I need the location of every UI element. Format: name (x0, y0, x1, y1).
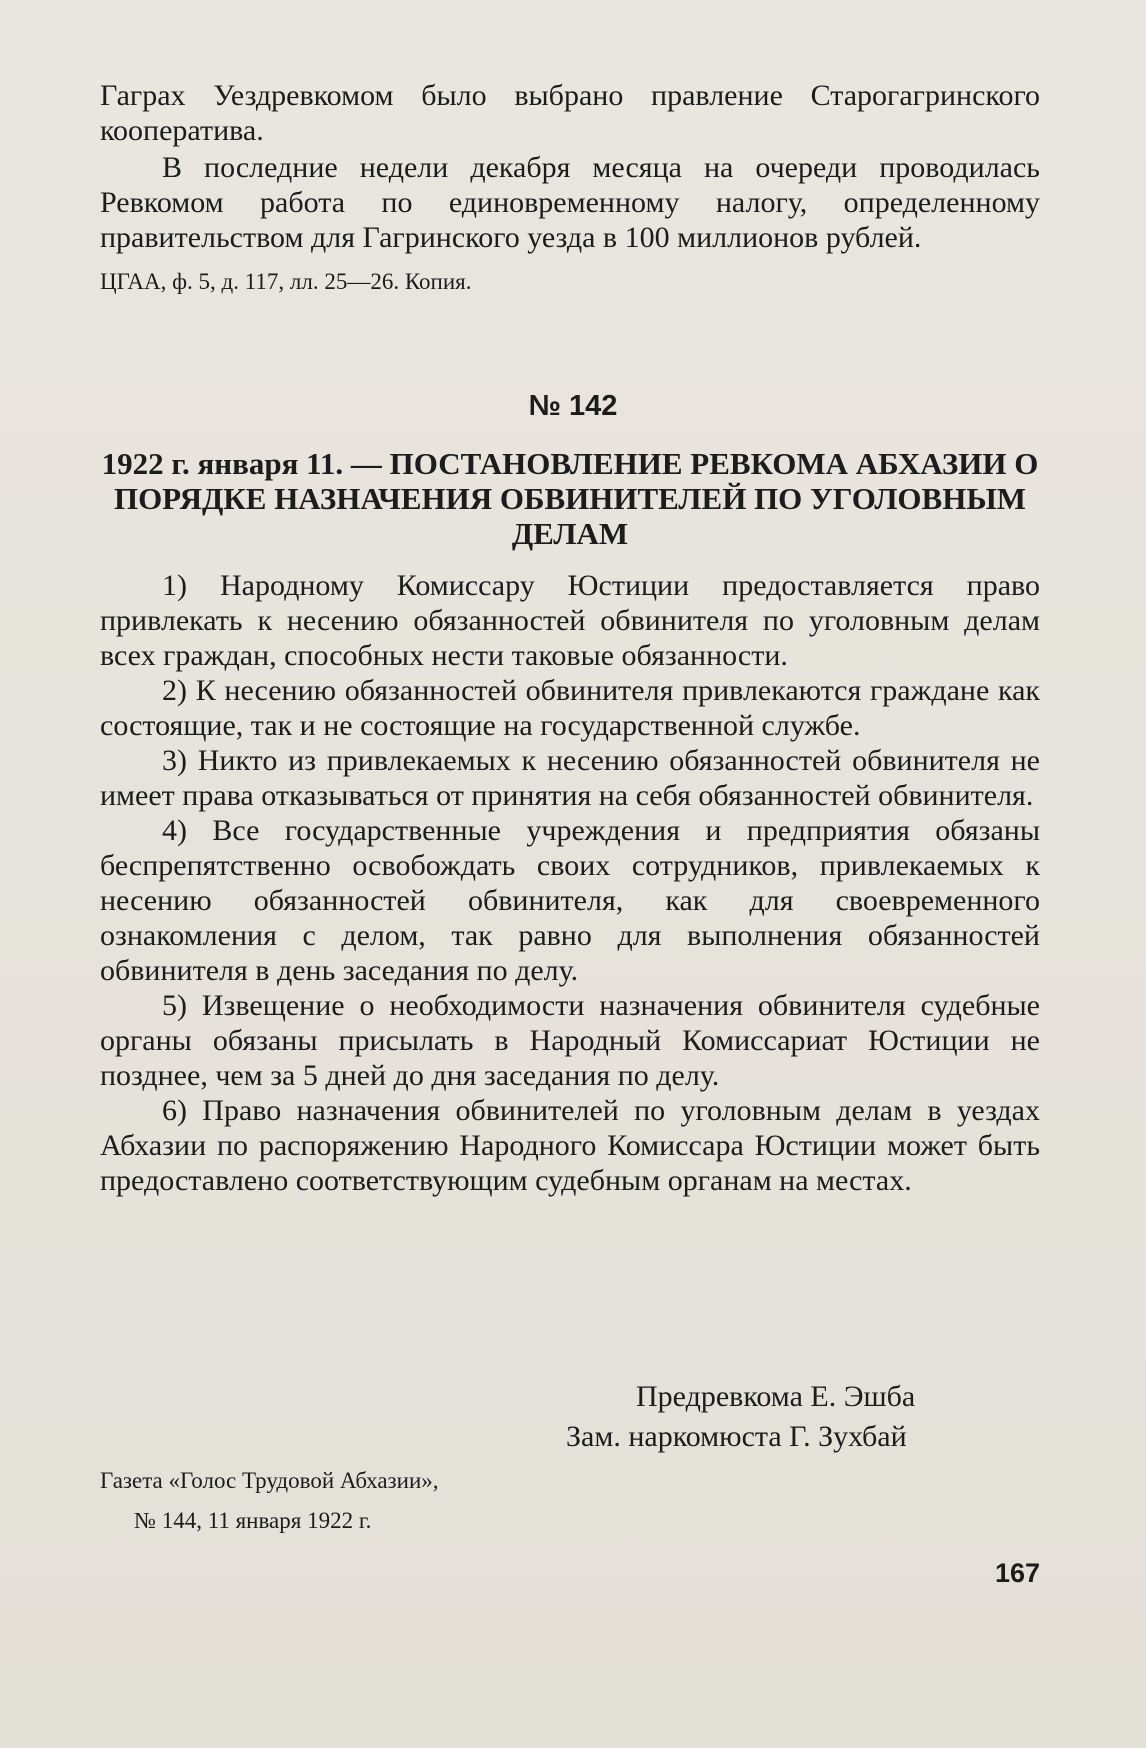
item-1: 1) Народному Комиссару Юстиции предоставляется право привлекать к несению обязанностей обвинителя по уголовным делам всех граждан, способных нести таковые обязанности. (100, 569, 1040, 672)
intro-paragraph-1: Гаграх Уездревкомом было выбрано правление Старогагринского кооператива. (100, 79, 1040, 147)
publication-source-line-2: № 144, 11 января 1922 г. (134, 1508, 372, 1533)
intro-source: ЦГАА, ф. 5, д. 117, лл. 25—26. Копия. (100, 269, 472, 294)
page-number: 167 (994, 1558, 1040, 1588)
intro-block (100, 78, 1040, 297)
signature-chairman: Предревкома Е. Эшба (636, 1380, 916, 1413)
document-title-block (100, 446, 1040, 551)
document-number: № 142 (528, 390, 618, 422)
document-body (100, 568, 1040, 1198)
document-title: 1922 г. января 11. — ПОСТАНОВЛЕНИЕ РЕВКОМА АБХАЗИИ О ПОРЯДКЕ НАЗНАЧЕНИЯ ОБВИНИТЕЛЕЙ ПО УГОЛОВНЫМ ДЕЛАМ (101, 446, 1039, 551)
item-4: 4) Все государственные учреждения и предприятия обязаны беспрепятственно освобождать своих сотрудников, привлекаемых к несению обязанностей обвинителя, как для своевременного ознакомления с делом, так равно для выполнения обязанностей обвинителя в день заседания по делу. (100, 814, 1040, 987)
publication-source-line-1: Газета «Голос Трудовой Абхазии», (100, 1468, 439, 1493)
item-5: 5) Извещение о необходимости назначения обвинителя судебные органы обязаны присылать в Народный Комиссариат Юстиции не позднее, чем за 5 дней до дня заседания по делу. (100, 989, 1040, 1092)
item-2: 2) К несению обязанностей обвинителя привлекаются граждане как состоящие, так и не состоящие на государственной службе. (100, 674, 1040, 742)
item-6: 6) Право назначения обвинителей по уголовным делам в уездах Абхазии по распоряжению Народного Комиссара Юстиции может быть предоставлено соответствующим судебным органам на местах. (100, 1094, 1040, 1197)
intro-paragraph-2: В последние недели декабря месяца на очереди проводилась Ревкомом работа по единовременному налогу, определенному правительством для Гагринского уезда в 100 миллионов рублей. (100, 151, 1040, 254)
signature-deputy: Зам. наркомюста Г. Зухбай (566, 1420, 907, 1453)
item-3: 3) Никто из привлекаемых к несению обязанностей обвинителя не имеет права отказываться от принятия на себя обязанностей обвинителя. (100, 744, 1040, 812)
